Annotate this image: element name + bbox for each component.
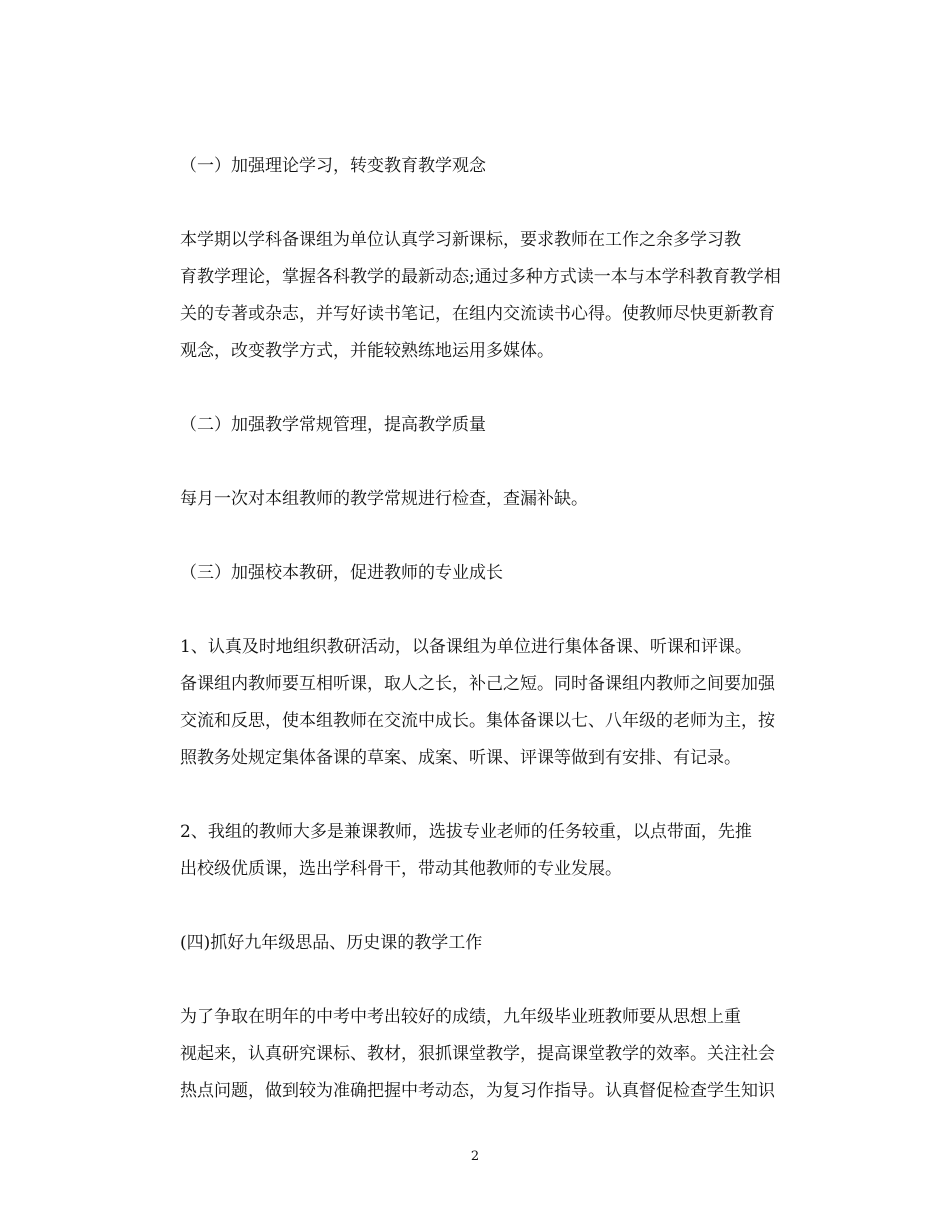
section-heading-1: （一）加强理论学习，转变教育教学观念 [180,156,486,176]
section-1-paragraph-1 [144,222,804,370]
document-body [144,148,804,1147]
text-line: 视起来，认真研究课标、教材，狠抓课堂教学，提高课堂教学的效率。关注社会 [180,1044,775,1064]
text-line: 育教学理论，掌握各科教学的最新动态;通过多种方式读一本与本学科教育教学相 [180,267,781,287]
text-line: 1、认真及时地组织教研活动，以备课组为单位进行集体备课、听课和评课。 [180,637,752,657]
text-line: 每月一次对本组教师的教学常规进行检查，查漏补缺。 [180,489,588,509]
text-line: 备课组内教师要互相听课，取人之长，补己之短。同时备课组内教师之间要加强 [180,674,775,694]
section-heading-3: （三）加强校本教研，促进教师的专业成长 [180,563,503,583]
text-line: 为了争取在明年的中考中考出较好的成绩，九年级毕业班教师要从思想上重 [180,1007,741,1027]
text-line: 2、我组的教师大多是兼课教师，选拔专业老师的任务较重，以点带面，先推 [180,822,752,842]
section-3-paragraph-1 [144,629,804,777]
text-line: 观念，改变教学方式，并能较熟练地运用多媒体。 [180,341,554,361]
text-line: 照教务处规定集体备课的草案、成案、听课、评课等做到有安排、有记录。 [180,748,741,768]
text-line: 热点问题，做到较为准确把握中考动态，为复习作指导。认真督促检查学生知识 [180,1081,775,1101]
section-2-paragraph-1 [144,481,804,518]
section-3-paragraph-2 [144,814,804,888]
text-line: 出校级优质课，选出学科骨干，带动其他教师的专业发展。 [180,859,622,879]
section-4-paragraph-1 [144,999,804,1110]
section-heading-4: (四)抓好九年级思品、历史课的教学工作 [180,933,483,953]
text-line: 交流和反思，使本组教师在交流中成长。集体备课以七、八年级的老师为主，按 [180,711,775,731]
text-line: 关的专著或杂志，并写好读书笔记，在组内交流读书心得。使教师尽快更新教育 [180,304,775,324]
text-line: 本学期以学科备课组为单位认真学习新课标，要求教师在工作之余多学习教 [180,230,741,250]
section-heading-2: （二）加强教学常规管理，提高教学质量 [180,415,486,435]
page-number: 2 [470,1149,480,1164]
